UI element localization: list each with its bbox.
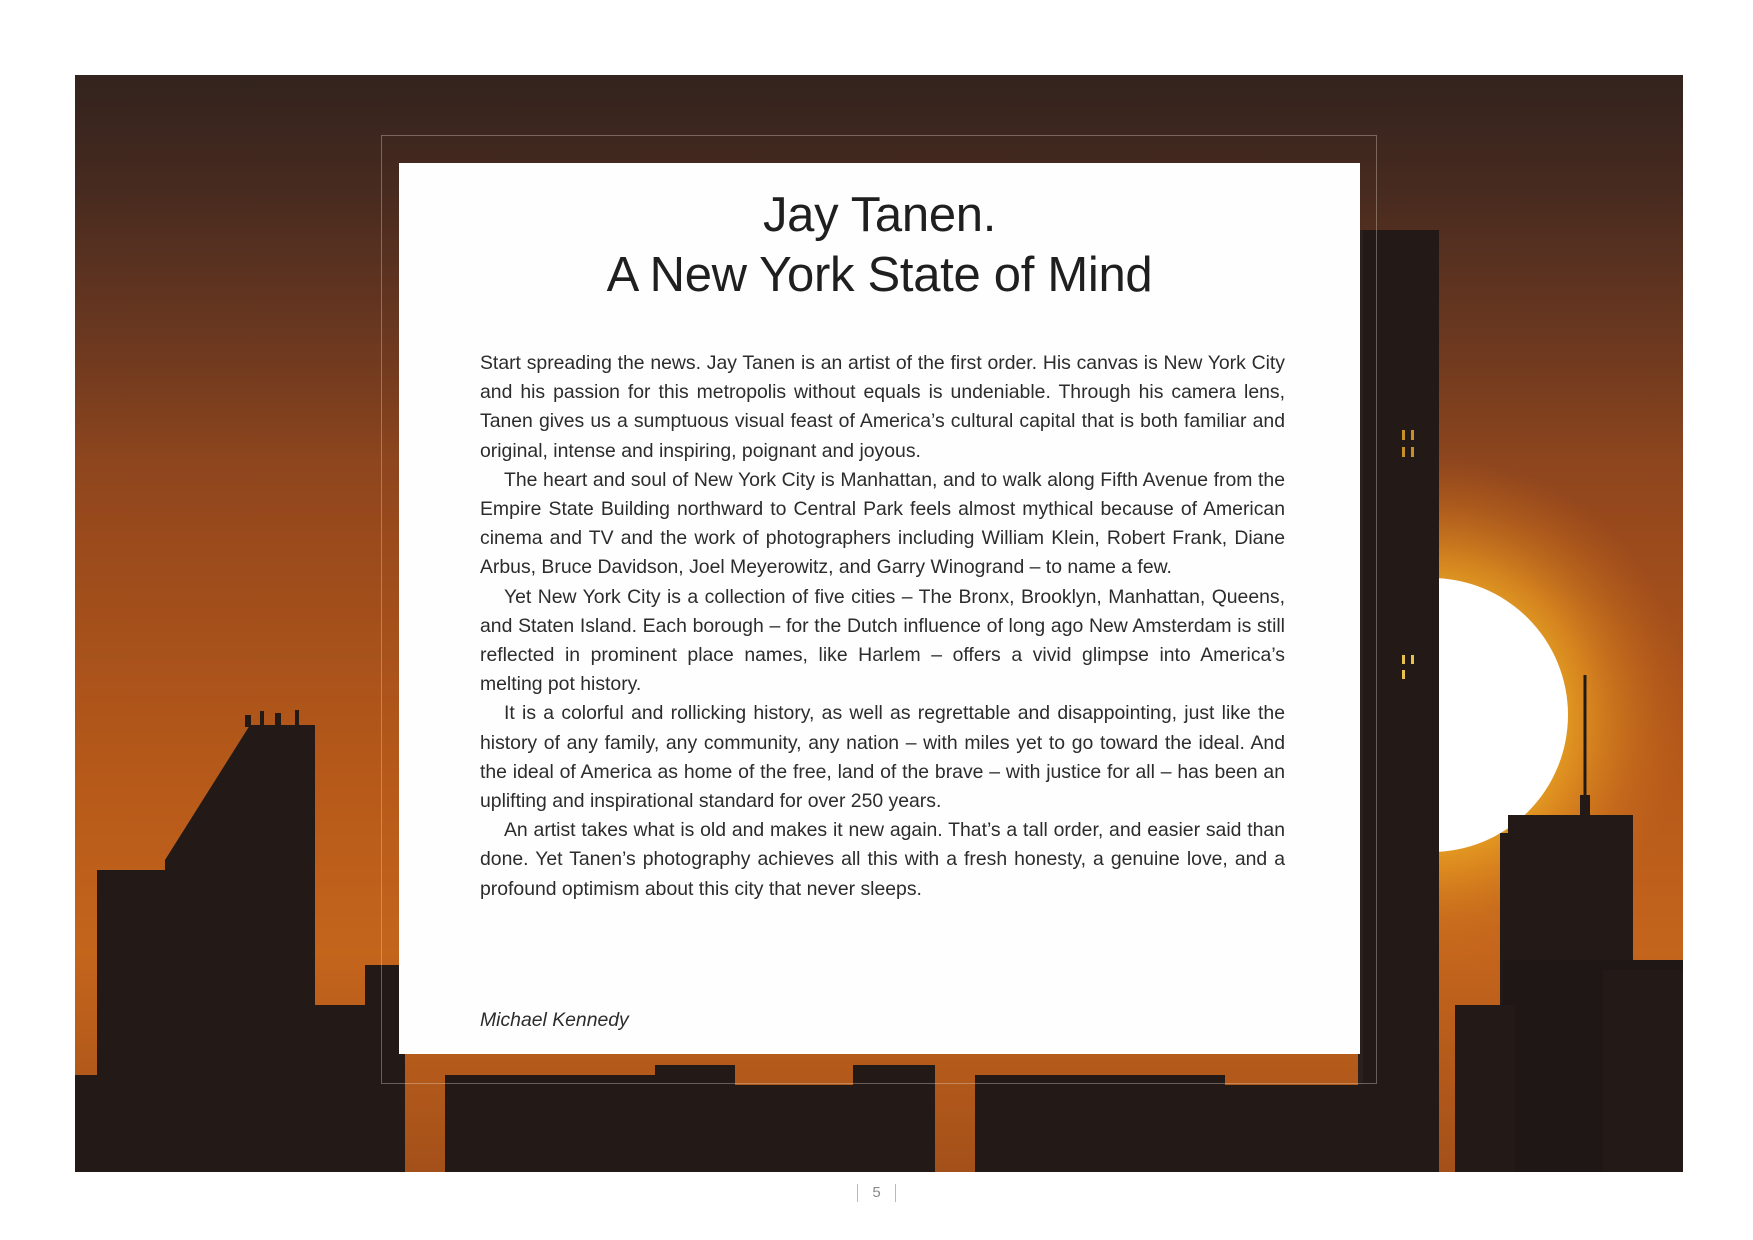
text-card [399,163,1360,1054]
paragraph: The heart and soul of New York City is Manhattan, and to walk along Fifth Avenue from the Empire State Building northward to Central Park feels almost mythical because of American cinema and TV and the work of photographers including William Klein, Robert Frank, Diane Arbus, Bruce Davidson, Joel Meyerowitz, and Garry Winogrand – to name a few. [480,468,1285,579]
page-number-divider-right [895,1184,896,1202]
paragraph: Yet New York City is a collection of five cities – The Bronx, Brooklyn, Manhattan, Queens, and Staten Island. Each borough – for the Dutch influence of long ago New Amsterdam is still reflected in prominent place names, like Harlem – offers a vivid glimpse into America’s melting pot history. [480,585,1285,696]
title-line-2: A New York State of Mind [606,248,1153,302]
paragraph: Start spreading the news. Jay Tanen is an artist of the first order. His canvas is New York City and his passion for this metropolis without equals is undeniable. Through his camera lens, Tanen gives us a sumptuous visual feast of America’s cultural capital that is both familiar and original, intense and inspiring, poignant and joyous. [480,352,1285,462]
page-number-value: 5 [872,1184,881,1202]
title-line-1: Jay Tanen. [762,188,997,242]
paragraph: It is a colorful and rollicking history, as well as regrettable and disappointing, just like the history of any family, any community, any nation – with miles yet to go toward the ideal. And the ideal of America as home of the free, land of the brave – with justice for all – has been an uplifting and inspirational standard for over 250 years. [480,702,1285,813]
article-body [480,349,1285,904]
author-signature: Michael Kennedy [480,1009,629,1031]
page-title [399,185,1360,305]
page-number-divider-left [857,1184,858,1202]
page-number [0,1183,1753,1203]
paragraph: An artist takes what is old and makes it new again. That’s a tall order, and easier said than done. Yet Tanen’s photography achieves all this with a fresh honesty, a genuine love, and a profound optimism about this city that never sleeps. [480,819,1285,900]
